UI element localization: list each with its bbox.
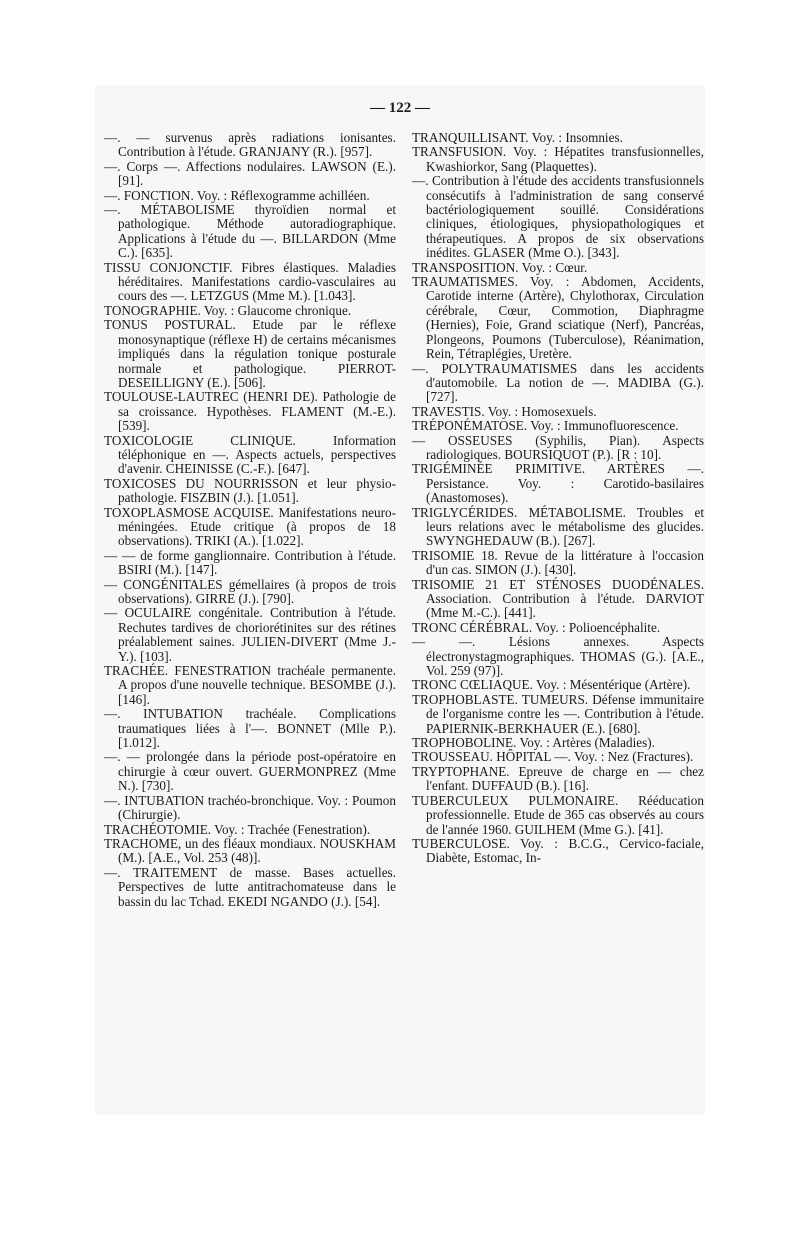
index-entry: TONUS POSTURAL. Etude par le réflexe monosynaptique (réflexe H) de certains mécanismes impliqués dans la régulation tonique posturale normale et pathologique. PIERROT-DESEILLIGNY (E.). [506]. <box>104 317 396 390</box>
index-entry: TRISOMIE 21 ET STÉNOSES DUODÉNALES. Association. Contribution à l'étude. DARVIOT (Mme M.-C.). [441]. <box>412 576 704 621</box>
index-entry: TUBERCULOSE. Voy. : B.C.G., Cervico-faciale, Diabète, Estomac, In- <box>412 835 704 866</box>
index-entry: —. Corps —. Affections nodulaires. LAWSON (E.). [91]. <box>104 158 396 189</box>
index-entry: —. INTUBATION trachéo-bronchique. Voy. : Poumon (Chirurgie). <box>104 792 396 823</box>
index-entry: TROUSSEAU. HÔPITAL —. Voy. : Nez (Fractures). <box>412 749 694 765</box>
page-number: — 122 — <box>370 100 430 116</box>
index-entry: —. TRAITEMENT de masse. Bases actuelles. Perspectives de lutte antitrachomateuse dans le bassin du lac Tchad. EKEDI NGANDO (J.). [54]. <box>104 864 396 909</box>
index-entry: TRACHÉE. FENESTRATION trachéale permanente. A propos d'une nouvelle technique. BESOMBE (J.). [146]. <box>104 663 396 707</box>
index-entry: —. Contribution à l'étude des accidents transfusionnels consécutifs à l'administration de sang conservé bactériologiquement souillé. Considérations cliniques, étiologiques, physiopathologiques et thérapeutiques. A propos de six observations inédites. GLASER (Mme O.). [343]. <box>412 173 704 261</box>
index-entry: TISSU CONJONCTIF. Fibres élastiques. Maladies héréditaires. Manifestations cardio-vasculaires au cours des —. LETZGUS (Mme M.). [1.043]. <box>104 259 396 304</box>
index-entry: TOXICOSES DU NOURRISSON et leur physio-pathologie. FISZBIN (J.). [1.051]. <box>104 475 396 506</box>
index-entry: — — de forme ganglionnaire. Contribution à l'étude. BSIRI (M.). [147]. <box>104 547 396 578</box>
index-entry: TRACHOME, un des fléaux mondiaux. NOUSKHAM (M.). [A.E., Vol. 253 (48)]. <box>104 835 396 866</box>
index-entry: TRANSPOSITION. Voy. : Cœur. <box>412 259 588 275</box>
index-entry: TRIGLYCÉRIDES. MÉTABOLISME. Troubles et leurs relations avec le métabolisme des glucides. SWYNGHEDAUW (B.). [267]. <box>412 504 704 549</box>
index-entry: —. INTUBATION trachéale. Complications traumatiques liées à l'—. BONNET (Mlle P.). [1.012]. <box>104 706 396 751</box>
index-entry: TROPHOBOLINE. Voy. : Artères (Maladies). <box>412 735 655 751</box>
index-entry: TUBERCULEUX PULMONAIRE. Rééducation professionnelle. Etude de 365 cas observés au cours de l'année 1960. GUILHEM (Mme G.). [41]. <box>412 792 704 837</box>
index-entry: TOXICOLOGIE CLINIQUE. Information téléphonique en —. Aspects actuels, perspectives d'avenir. CHEINISSE (C.-F.). [647]. <box>104 432 396 477</box>
right-column <box>412 131 704 866</box>
index-entry: — —. Lésions annexes. Aspects électronystagmographiques. THOMAS (G.). [A.E., Vol. 259 (97)]. <box>412 634 704 679</box>
index-entry: TRYPTOPHANE. Epreuve de charge en — chez l'enfant. DUFFAUD (B.). [16]. <box>412 763 704 794</box>
index-entry: TRÉPONÉMATOSE. Voy. : Immunofluorescence. <box>412 418 679 434</box>
index-entry: TRONC CŒLIAQUE. Voy. : Mésentérique (Artère). <box>412 677 691 693</box>
index-entry: TRANSFUSION. Voy. : Hépatites transfusionnelles, Kwashiorkor, Sang (Plaquettes). <box>412 144 704 174</box>
left-column <box>104 131 396 909</box>
index-entry: — CONGÉNITALES gémellaires (à propos de trois observations). GIRRE (J.). [790]. <box>104 576 396 606</box>
index-entry: TRAVESTIS. Voy. : Homosexuels. <box>412 403 597 419</box>
index-entry: TRANQUILLISANT. Voy. : Insomnies. <box>412 130 623 145</box>
index-entry: —. MÉTABOLISME thyroïdien normal et pathologique. Méthode autoradiographique. Applications à l'étude du —. BILLARDON (Mme C.). [635]. <box>104 202 396 261</box>
index-entry: TRIGÉMINÉE PRIMITIVE. ARTÈRES —. Persistance. Voy. : Carotido-basilaires (Anastomoses). <box>412 461 704 506</box>
index-entry: TRAUMATISMES. Voy. : Abdomen, Accidents, Carotide interne (Artère), Chylothorax, Circulation cérébrale, Cœur, Commotion, Diaphragme (Hernies), Foie, Grand sciatique (Nerf), Pancréas, Plongeons, Poumons (Tuberculose), Réanimation, Rein, Tétraplégies, Uretère. <box>412 274 704 362</box>
index-entry: —. — survenus après radiations ionisantes. Contribution à l'étude. GRANJANY (R.). [957]. <box>104 130 396 160</box>
index-entry: — OCULAIRE congénitale. Contribution à l'étude. Rechutes tardives de choriorétinites sur des rétines préalablement saines. JULIEN-DIVERT (Mme J.-Y.). [103]. <box>104 605 396 664</box>
index-entry: TROPHOBLASTE. TUMEURS. Défense immunitaire de l'organisme contre les —. Contribution à l'étude. PAPIERNIK-BERKHAUER (E.). [680]. <box>412 691 704 736</box>
index-entry: —. — prolongée dans la période post-opératoire en chirurgie à cœur ouvert. GUERMONPREZ (Mme N.). [730]. <box>104 749 396 794</box>
index-entry: —. FONCTION. Voy. : Réflexogramme achilléen. <box>104 187 370 203</box>
index-entry: TOXOPLASMOSE ACQUISE. Manifestations neuro-méningées. Etude critique (à propos de 18 observations). TRIKI (A.). [1.022]. <box>104 504 396 549</box>
index-entry: TRACHÉOTOMIE. Voy. : Trachée (Fenestration). <box>104 821 371 837</box>
index-entry: TRONC CÉRÉBRAL. Voy. : Polioencéphalite. <box>412 619 661 635</box>
index-entry: —. POLYTRAUMATISMES dans les accidents d'automobile. La notion de —. MADIBA (G.). [727]. <box>412 360 704 405</box>
index-entry: TOULOUSE-LAUTREC (HENRI DE). Pathologie de sa croissance. Hypothèses. FLAMENT (M.-E.). [539]. <box>104 389 396 434</box>
index-entry: TRISOMIE 18. Revue de la littérature à l'occasion d'un cas. SIMON (J.). [430]. <box>412 547 704 578</box>
index-entry: TONOGRAPHIE. Voy. : Glaucome chronique. <box>104 302 352 318</box>
index-entry: — OSSEUSES (Syphilis, Pian). Aspects radiologiques. BOURSIQUOT (P.). [R : 10]. <box>412 432 704 462</box>
